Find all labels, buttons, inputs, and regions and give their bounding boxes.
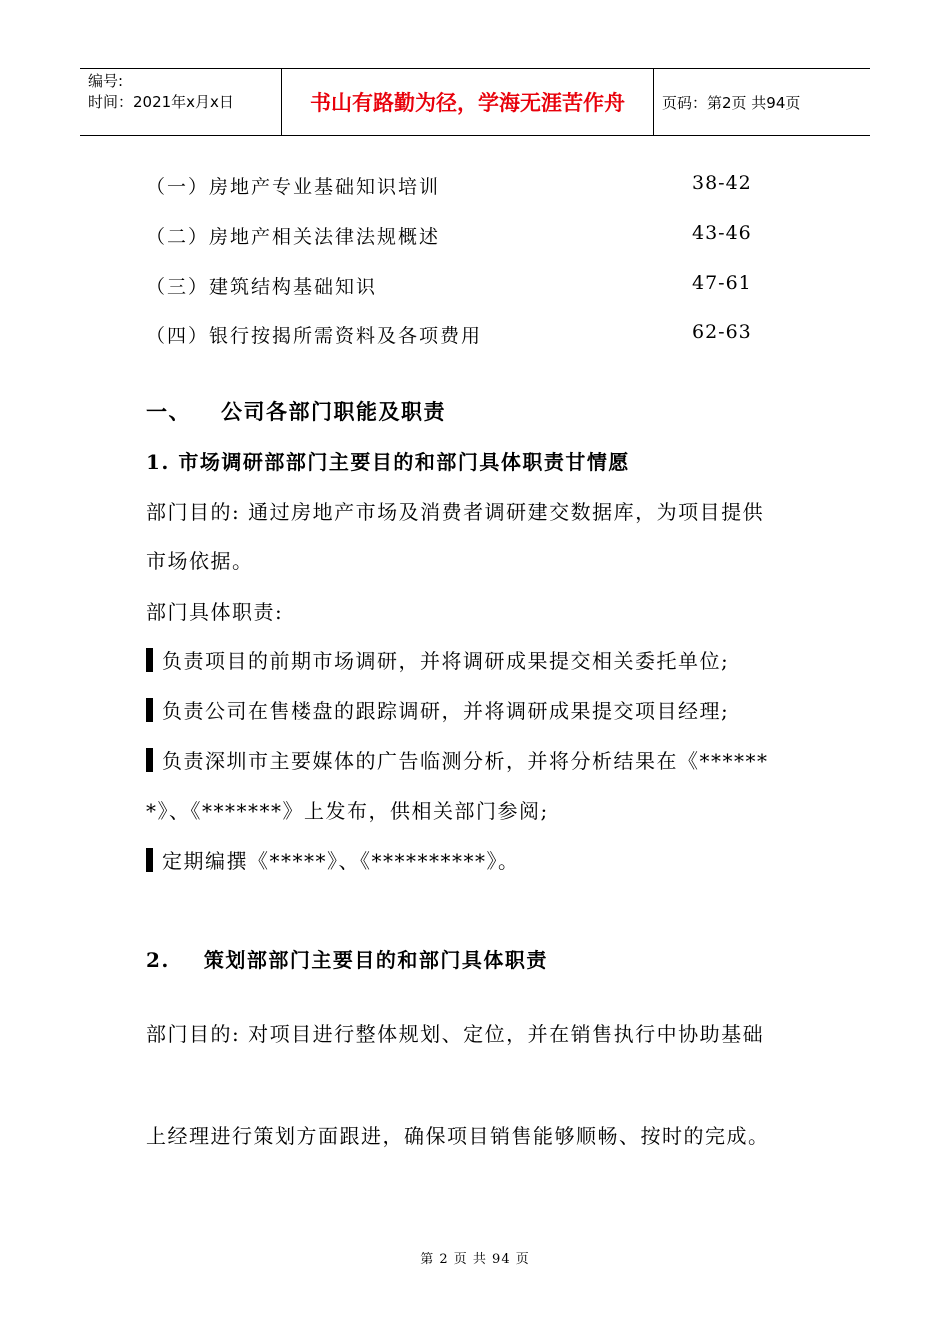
bullet-marker <box>146 648 153 672</box>
dept1-duties-label: 部门具体职责: <box>146 600 284 624</box>
toc-row <box>146 222 756 249</box>
page-header <box>80 68 870 136</box>
duty-text: 定期编撰《*****》、《**********》。 <box>162 849 520 873</box>
section-number: 一、 <box>146 399 191 424</box>
toc-row <box>146 272 756 299</box>
toc-pages: 43-46 <box>692 222 752 244</box>
duty-text: 负责公司在售楼盘的跟踪调研，并将调研成果提交项目经理; <box>162 699 730 723</box>
dept1-goal-line2: 市场依据。 <box>146 549 254 573</box>
section-heading <box>146 396 446 426</box>
toc-row <box>146 172 756 199</box>
dept2-title: 策划部部门主要目的和部门具体职责 <box>203 948 548 972</box>
duty-item <box>146 845 520 874</box>
dept2-goal-line1: 部门目的: 对项目进行整体规划、定位，并在销售执行中协助基础 <box>146 1022 765 1046</box>
section-title: 公司各部门职能及职责 <box>221 399 446 424</box>
header-number: 编号: <box>88 72 124 90</box>
dept1-goal-line1: 部门目的: 通过房地产市场及消费者调研建交数据库，为项目提供 <box>146 500 765 524</box>
toc-pages: 62-63 <box>692 321 752 343</box>
toc-pages: 38-42 <box>692 172 752 194</box>
header-page-info: 页码：第2页 共94页 <box>662 93 801 112</box>
bullet-marker <box>146 748 153 772</box>
header-date: 时间：2021年x月x日 <box>88 93 234 111</box>
duty-item <box>146 645 729 674</box>
toc-label: （三）建筑结构基础知识 <box>146 276 378 298</box>
toc-row <box>146 321 756 348</box>
toc-label: （一）房地产专业基础知识培训 <box>146 176 441 198</box>
toc-label: （四）银行按揭所需资料及各项费用 <box>146 325 483 347</box>
bullet-marker <box>146 848 153 872</box>
duty-continuation: *》、《*******》上发布，供相关部门参阅; <box>146 799 549 823</box>
toc-pages: 47-61 <box>692 272 752 294</box>
page-footer: 第 2 页 共 94 页 <box>420 1252 530 1267</box>
duty-text: 负责深圳市主要媒体的广告临测分析，并将分析结果在《****** <box>162 749 769 773</box>
duty-text: 负责项目的前期市场调研，并将调研成果提交相关委托单位; <box>162 649 730 673</box>
header-meta <box>80 69 282 135</box>
dept1-title: 1. 市场调研部部门主要目的和部门具体职责甘情愿 <box>146 450 630 474</box>
dept2-heading <box>146 944 548 973</box>
toc-label: （二）房地产相关法律法规概述 <box>146 226 441 248</box>
dept2-goal-line2: 上经理进行策划方面跟进，确保项目销售能够顺畅、按时的完成。 <box>146 1124 770 1148</box>
header-motto: 书山有路勤为径，学海无涯苦作舟 <box>282 69 654 135</box>
duty-item <box>146 695 729 724</box>
duty-item <box>146 745 769 774</box>
dept2-number: 2. <box>146 948 170 972</box>
bullet-marker <box>146 698 153 722</box>
